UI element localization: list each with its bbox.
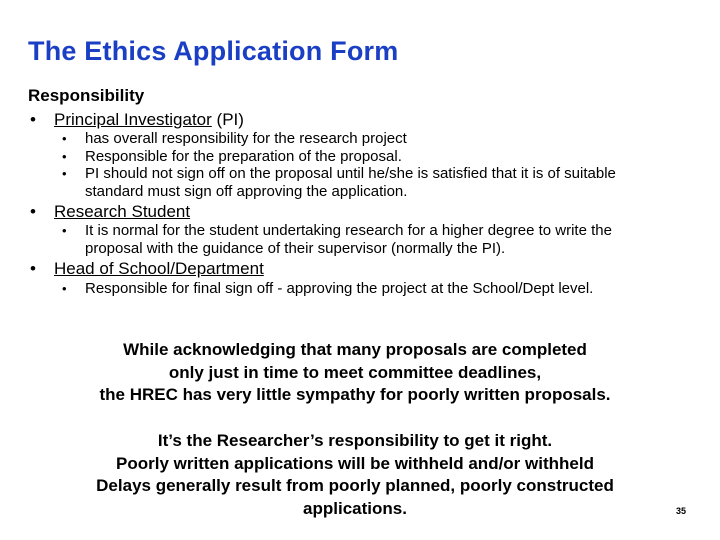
list-item-text: Responsible for the preparation of the proposal. [85, 147, 402, 165]
statement-responsibility [0, 430, 710, 520]
list-item [62, 130, 662, 148]
list-item [62, 280, 662, 298]
bullet-icon: • [62, 281, 67, 296]
section-heading: Responsibility [28, 86, 145, 105]
statement-line: the HREC has very little sympathy for poorly written proposals. [99, 385, 611, 404]
list-item-text: Responsible for final sign off - approving the project at the School/Dept level. [85, 280, 594, 297]
list-item [62, 148, 662, 166]
statement-line: applications. [303, 498, 407, 518]
statement-deadlines [0, 339, 710, 407]
slide-title: The Ethics Application Form [28, 36, 399, 66]
bullet-icon: • [62, 223, 67, 238]
statement-line: It’s the Researcher’s responsibility to get it right. [157, 431, 553, 450]
statement-line: Poorly written applications will be withheld and/or withheld [116, 453, 594, 473]
bullet-head-of-school [30, 259, 264, 279]
bullet-icon: • [62, 166, 67, 181]
bullet-research-student [30, 202, 190, 222]
bullet-icon: • [62, 148, 67, 164]
list-item [62, 222, 662, 257]
page-number: 35 [676, 506, 687, 516]
list-item [62, 165, 662, 200]
bullet-icon: • [62, 131, 67, 146]
sublist-head-of-school [62, 280, 662, 298]
list-item-text: has overall responsibility for the research project [85, 130, 407, 147]
bullet-label: Head of School/Department [54, 259, 264, 278]
bullet-label: Principal Investigator [54, 110, 212, 129]
list-item-text: It is normal for the student undertaking research for a higher degree to write the proposal with the guidance of their supervisor (normally the PI). [85, 222, 612, 257]
bullet-icon: • [30, 259, 36, 278]
bullet-principal-investigator [30, 110, 244, 130]
list-item-text: PI should not sign off on the proposal until he/she is satisfied that it is of suitable standard must sign off approving the application. [85, 165, 616, 200]
bullet-icon: • [30, 110, 36, 129]
bullet-icon: • [30, 202, 36, 221]
sublist-research-student [62, 222, 662, 257]
statement-line: Delays generally result from poorly planned, poorly constructed [96, 476, 614, 495]
statement-line: only just in time to meet committee deadlines, [168, 362, 542, 382]
bullet-suffix: (PI) [211, 110, 244, 129]
statement-line: While acknowledging that many proposals are completed [123, 340, 587, 359]
sublist-principal-investigator [62, 130, 662, 200]
bullet-label: Research Student [54, 202, 191, 221]
